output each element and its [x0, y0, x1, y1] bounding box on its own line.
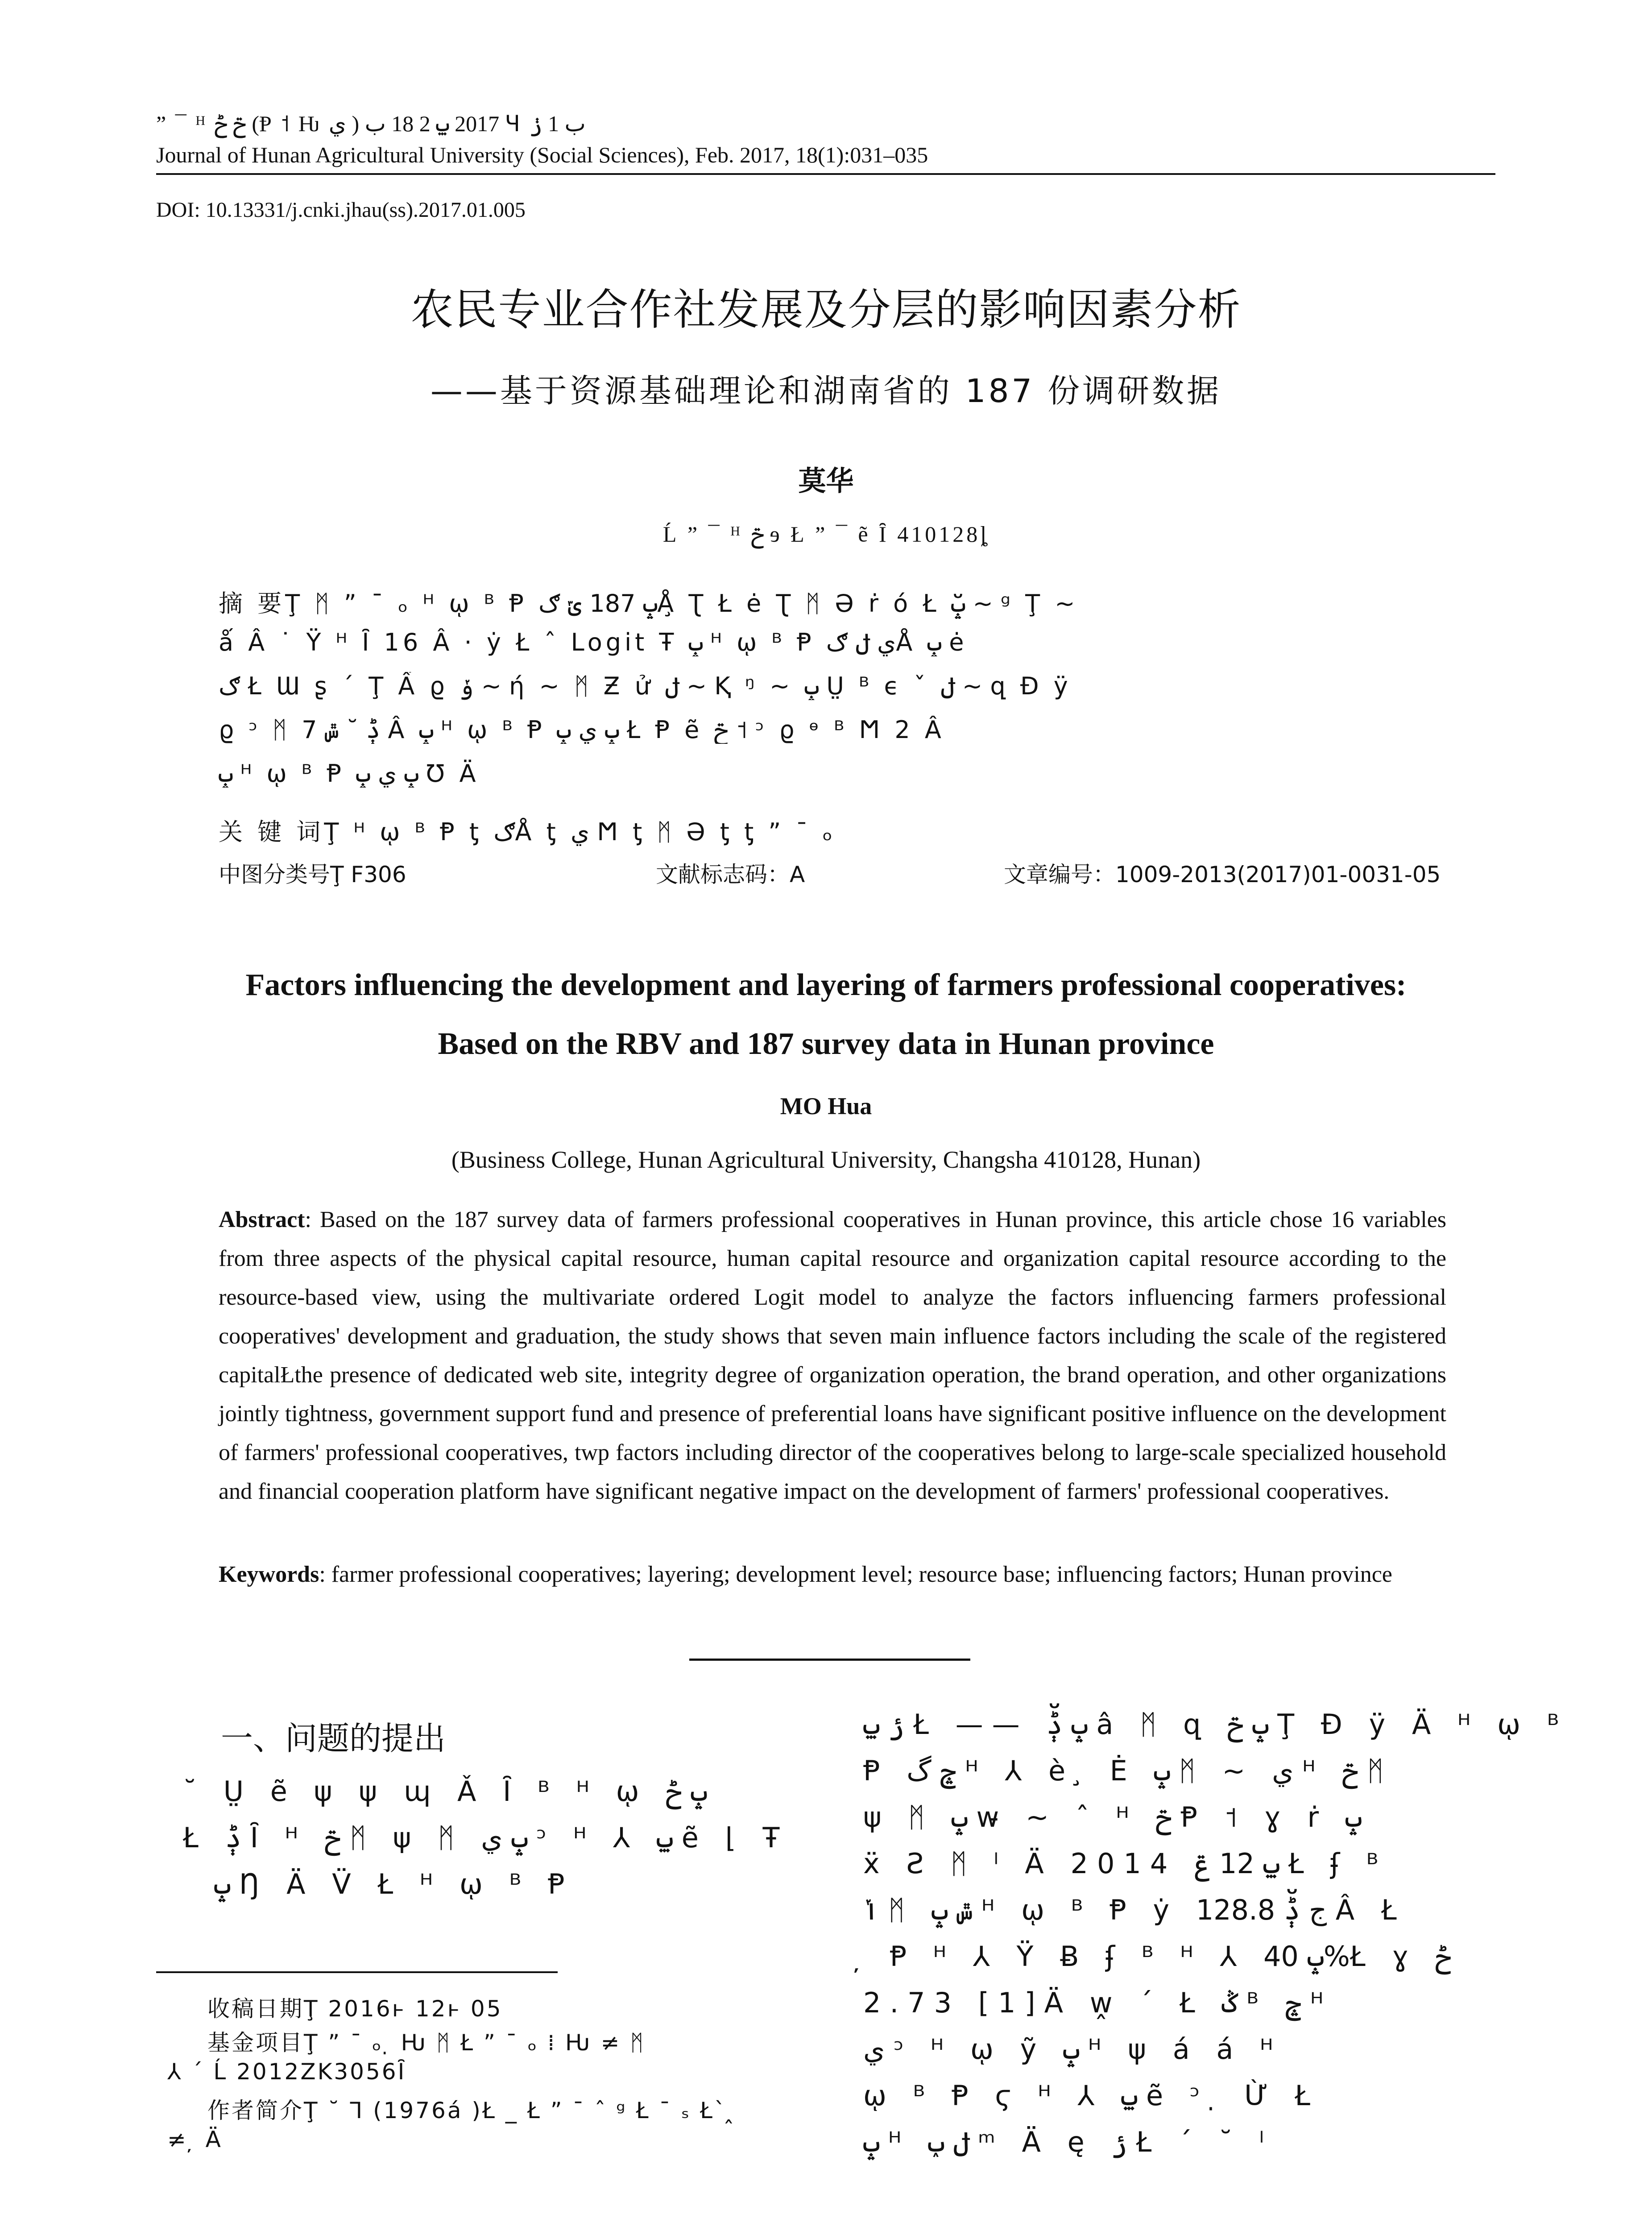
abstract-cn-line: ګ Ł Ɯ ʂ ´ Ţ Ấ ϱ ݸ ~ ή ~ ᛗ Ƶ ử ݪ ~ Ⱪ ᵑ ~ ݒ Ṳ ᴮ ϵ ˇ ݪ ~ զ Đ ÿ [219, 672, 1072, 700]
document-code: 文献标志码：A [656, 862, 805, 887]
body-line-left: Ł ݙ Ȋ ᴴ ݗ ᛗ ψ ᛗ ݒ ي ᵓ ᴴ ⅄ ݐ ẽ ⌊ Ŧ [183, 1821, 789, 1854]
doi: DOI: 10.13331/j.cnki.jhau(ss).2017.01.005 [156, 198, 526, 222]
journal-header-english: Journal of Hunan Agricultural University (Social Sciences), Feb. 2017, 18(1):031–035 [156, 142, 928, 167]
english-keywords [219, 1555, 1446, 1594]
body-line-right: ψ ᛗ ݒ w̵ ~ ˆ ᴴ ݗ Ᵽ ˦ ɣ ṙ ݒ [863, 1801, 1362, 1833]
abstract-cn-line: ǻ Â ˙ Ÿ ᴴ Ȋ 16 Â · ẏ Ł ˆ Logit Ŧ ݒ ᴴ ῳ ᴮ Ᵽ ي ݪ ګÅ ݒ ė [219, 628, 968, 656]
body-line-right: ݳ ᛗ ݜ ݒ ᴴ ῳ ᴮ Ᵽ ẏ ج ݙ̆ 128.8 Â Ł [863, 1894, 1406, 1926]
author-bio: 作者简介Ţ ˘ ⅂ (1976á )Ł _ Ł ” ¯ ˆ ᵍ Ł ¯ ₛ Ł` ̭ [207, 2098, 736, 2123]
keywords-text: : farmer professional cooperatives; layering; development level; resource base; influencing factors; Hunan province [319, 1562, 1392, 1587]
body-line-right: ẍ Ƨ ᛗ ˡ Ä 2014 ݐ 12 ݝ Ł ʄ ᴮ [863, 1847, 1387, 1880]
paper-title: 农民专业合作社发展及分层的影响因素分析 [410, 285, 1242, 335]
body-line-right: ي ᵓ ᴴ ῳ ỹ ݒ ᴴ ψ á á ᴴ [863, 2033, 1282, 2065]
affiliation-cn: Ĺ ” ¯ ᴴ ݗ ɘ Ł ” ¯ ẽ Ȋ 410128ȴ [662, 522, 990, 547]
author-name-cn: 莫华 [798, 464, 854, 497]
header-rule [156, 173, 1495, 175]
keywords-cn: 关 键 词Ţ ᴴ ῳ ᴮ Ᵽ ƫ ګÅ ƫ ي Ϻ ƫ ᛗ Ə ƫ ƫ ” ¯ ₒ [219, 818, 836, 846]
body-line-left: ˘ Ṳ ẽ ψ ψ ɰ Ǎ Ȋ ᴮ ᴴ ῳ ݒ ݲ [183, 1775, 707, 1808]
clc-number: 中图分类号Ţ F306 [219, 862, 406, 887]
abstract-cn-line: ϱ ᵓ ᛗ ݙ ˘ ݜ 7 Â ݒ ᴴ ῳ ᴮ Ᵽ ݒ ي ݒ Ł Ᵽ ẽ ݗ ˦ ᵓ ϱ ᶱ ᴮ Ϻ 2 Â [219, 716, 945, 744]
fund-project: 基金项目Ţ ” ¯ ₒ ̣ Ƕ ᛗ Ł ” ¯ ₒ ⁞ Ƕ ≠ ᛗ [207, 2030, 646, 2056]
fund-project-cont: ⅄ ´ Ĺ 2012ZK3056Ȋ [167, 2059, 406, 2085]
english-affiliation: (Business College, Hunan Agricultural University, Changsha 410128, Hunan) [451, 1146, 1201, 1173]
footnote-rule [156, 1971, 558, 1973]
abstract-label: Abstract [219, 1207, 305, 1232]
journal-header-chinese: ” ¯ ᴴ ݗ ݲ (Ᵽ ˦ Ƕ ي ) 2017 ݐ 2 18 ب Ɥ ب 1 ݫ [156, 111, 586, 136]
english-author: MO Hua [780, 1093, 872, 1120]
keywords-label: Keywords [219, 1562, 319, 1587]
english-title-line2: Based on the RBV and 187 survey data in Hunan province [438, 1027, 1214, 1061]
english-abstract [219, 1200, 1446, 1511]
abstract-text: : Based on the 187 survey data of farmers professional cooperatives in Hunan province, this article chose 16 variables from three aspects of the physical capital resource, human capital resource and organization capital resource according to the resource-based view, using the multivariate ordered Logit model to analyze the factors influencing farmers professional cooperatives' development and graduation, the study shows that seven main influence factors including the scale of the registered capitalŁthe presence of dedicated web site, integrity degree of organization operation, the brand operation, and other organizations jointly tightness, government support fund and presence of preferential loans have significant positive influence on the development of farmers' professional cooperatives, twp factors including director of the cooperatives belong to large-scale specialized household and financial cooperation platform have significant negative impact on the development of farmers' professional cooperatives. [219, 1207, 1446, 1504]
english-title-line1: Factors influencing the development and layering of farmers professional cooperatives: [245, 968, 1407, 1002]
article-number: 文章编号：1009-2013(2017)01-0031-05 [1004, 862, 1441, 887]
body-line-right: ݬ ݐ Ł —— ݒ ݙ̆ â ᛗ զ ݒ ݗ Ţ Đ ÿ Ä ᴴ ῳ ᴮ [863, 1708, 1568, 1741]
body-line-right: 2.73 [1]Ä w̭ ´ Ł ݣ ᴮ ݘ ᴴ [863, 1986, 1333, 2019]
abstract-cn-line: 摘 要Ţ ᛗ ” ¯ ₒ ᴴ ῳ ᴮ Ᵽ ݒ 187 ݶ ګÅ̧ Ʈ Ł ė Ʈ ᛗ Ə ṙ ó Ł ݒ̆ ~ ᵍ Ţ ~ [219, 589, 1079, 618]
body-line-right: Ᵽ ݘ گ ᴴ ⅄ è ̧ Ė ݒ ᛗ ~ ي ᴴ ݗ ᛗ [863, 1754, 1393, 1787]
received-date: 收稿日期Ţ 2016ⱶ 12ⱶ 05 [207, 1996, 503, 2022]
body-line-right: ̦ Ᵽ ᴴ ⅄ Ÿ Ƀ ʄ ᴮ ᴴ ⅄ ݒ 40%Ł ɣ ݲ [863, 1940, 1452, 1973]
body-line-right: ῳ ᴮ Ᵽ ϛ ᴴ ⅄ ݐ ẽ ᵓ ̣ Ừ Ł [863, 2079, 1319, 2112]
section-heading: 一、问题的提出 [221, 1720, 446, 1757]
body-line-right: ݒ ᴴ ݪ ݕ ᵐ Ä ę ݬ Ł ´ ˘ ˡ [863, 2126, 1273, 2158]
author-bio-cont: ≠ ̦ Ä [167, 2127, 223, 2152]
section-divider [689, 1659, 970, 1661]
body-line-left: ݒ Ŋ Ä V̈ Ł ᴴ ῳ ᴮ Ᵽ [214, 1868, 574, 1900]
abstract-cn-line: ݒ ᴴ ῳ ᴮ Ᵽ ݒ ي ݒ Ʊ Ä [219, 759, 480, 788]
paper-subtitle: ——基于资源基础理论和湖南省的 187 份调研数据 [430, 372, 1222, 410]
